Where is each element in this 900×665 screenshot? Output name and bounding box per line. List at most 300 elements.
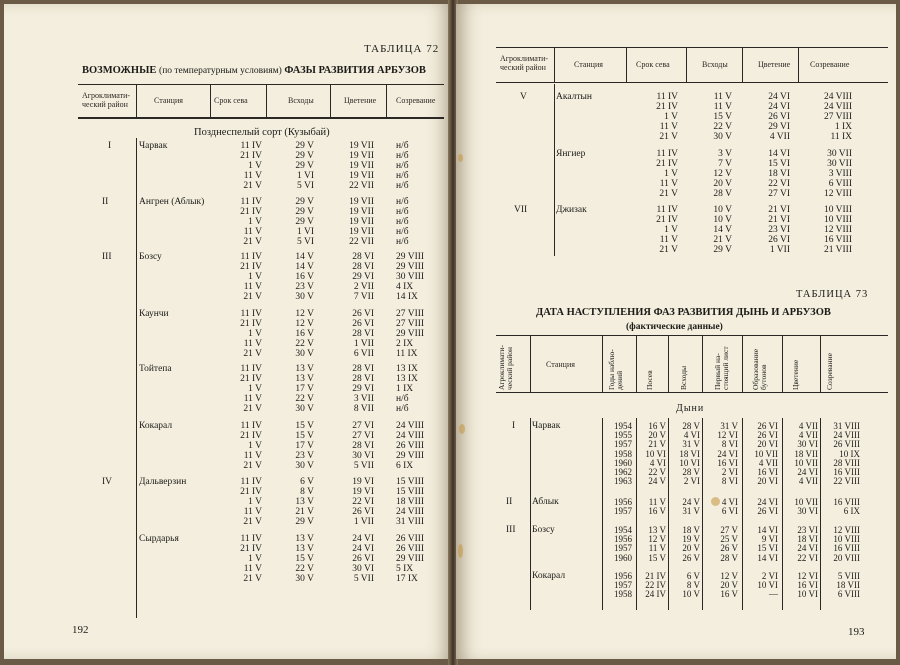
first-leaf-date: 8 VI (721, 476, 738, 487)
flowering-date: 18 VI (768, 169, 790, 179)
ripening-date: н/б (396, 161, 409, 171)
flowering-date: 24 VI (352, 544, 374, 554)
observation-year: 1960 (614, 457, 632, 468)
right-page (456, 4, 896, 659)
station-name: Чарвак (532, 421, 561, 431)
ripening-date: 24 VIII (396, 507, 425, 517)
region-label: II (102, 197, 109, 207)
header-divider (686, 47, 687, 82)
emergence-date: 12 V (713, 169, 732, 179)
header-divider (782, 335, 783, 392)
emergence-date: 29 V (713, 245, 732, 255)
budding-date: 15 VI (757, 543, 778, 554)
ripening-date: 31 VIII (833, 421, 860, 431)
emergence-date: 10 V (713, 205, 732, 215)
ripening-date: н/б (396, 217, 409, 227)
emergence-date: 8 V (686, 580, 700, 591)
emergence-date: 1 VI (297, 171, 314, 181)
sowing-date: 21 V (243, 461, 262, 471)
sowing-date: 21 IV (656, 159, 678, 169)
ripening-date: 29 VIII (396, 554, 425, 564)
sowing-date: 1 V (248, 161, 262, 171)
flowering-date: 28 VI (352, 441, 374, 451)
flowering-date: 26 VI (352, 507, 374, 517)
header-top-rule (78, 84, 444, 85)
sowing-date: 11 V (243, 564, 262, 574)
flowering-date: 22 VII (349, 237, 374, 247)
flowering-date: 27 VI (768, 189, 790, 199)
ripening-date: 29 VIII (396, 329, 425, 339)
sowing-date: 21 IV (240, 207, 262, 217)
t73-header-bottom-rule (496, 392, 888, 393)
emergence-date: 15 V (713, 112, 732, 122)
header-divider (636, 335, 637, 392)
first-leaf-date: 20 V (720, 580, 738, 591)
flowering-date: 22 VI (768, 179, 790, 189)
budding-date: — (769, 589, 778, 600)
region-label: V (520, 92, 527, 102)
sowing-date: 11 V (243, 339, 262, 349)
emergence-date: 4 VI (683, 430, 700, 441)
flowering-date: 5 VII (353, 461, 374, 471)
ripening-date: 6 VIII (837, 589, 860, 600)
sowing-date: 10 VI (645, 448, 666, 459)
ripening-date: 28 VIII (833, 457, 860, 468)
sowing-date: 21 V (243, 404, 262, 414)
station-name: Сырдарья (139, 534, 179, 544)
emergence-date: 12 V (295, 319, 314, 329)
station-name: Тойтепа (139, 364, 172, 374)
sowing-date: 11 V (243, 227, 262, 237)
flowering-date: 18 VI (797, 534, 818, 545)
emergence-date: 30 V (295, 574, 314, 584)
flowering-date: 19 VII (349, 227, 374, 237)
first-leaf-date: 4 VI (721, 497, 738, 507)
paper-stain (458, 544, 463, 558)
emergence-date: 1 VI (297, 227, 314, 237)
emergence-date: 22 V (295, 394, 314, 404)
table-73-section-label: Дыни (676, 403, 705, 414)
ripening-date: 29 VIII (396, 262, 425, 272)
flowering-date: 21 VI (768, 205, 790, 215)
flowering-date: 8 VII (353, 404, 374, 414)
first-leaf-date: 6 VI (721, 506, 738, 517)
first-leaf-date: 26 V (720, 543, 738, 554)
emergence-date: 10 V (682, 589, 700, 600)
ripening-date: 24 VIII (396, 421, 425, 431)
sowing-date: 22 V (648, 467, 666, 477)
station-name: Дальверзин (139, 477, 187, 487)
ripening-date: 18 VIII (396, 497, 425, 507)
ripening-date: 16 VIII (833, 543, 860, 554)
observation-year: 1963 (614, 476, 632, 487)
budding-date: 24 VI (757, 497, 778, 507)
flowering-date: 26 VI (768, 235, 790, 245)
flowering-date: 29 VI (352, 272, 374, 282)
budding-date: 4 VII (758, 457, 778, 468)
sowing-date: 11 V (659, 179, 678, 189)
ripening-date: 13 IX (396, 364, 418, 374)
ripening-date: 12 VIII (823, 189, 852, 199)
first-leaf-date: 16 VI (717, 457, 738, 468)
ripening-date: 3 VIII (828, 169, 852, 179)
emergence-date: 29 V (295, 217, 314, 227)
emergence-date: 21 V (713, 235, 732, 245)
sowing-date: 21 V (659, 245, 678, 255)
flowering-date: 10 VII (794, 497, 818, 507)
flowering-date: 19 VII (349, 197, 374, 207)
emergence-date: 28 V (682, 467, 700, 477)
station-name: Ангрен (Аблык) (139, 197, 205, 207)
emergence-date: 28 V (713, 189, 732, 199)
region-label: VII (514, 205, 528, 215)
ripening-date: 18 VII (836, 580, 860, 591)
emergence-date: 15 V (295, 554, 314, 564)
first-leaf-date: 16 V (720, 589, 738, 600)
left-page (4, 4, 452, 659)
flowering-date: 28 VI (352, 329, 374, 339)
table-73-number: ТАБЛИЦА 73 (796, 289, 869, 300)
ripening-date: 1 IX (396, 384, 414, 394)
budding-date: 16 VI (757, 467, 778, 477)
station-name: Бозсу (139, 252, 162, 262)
sowing-date: 16 V (648, 421, 666, 431)
column-header: Станция (546, 360, 575, 369)
ripening-date: 17 IX (396, 574, 418, 584)
observation-year: 1957 (614, 506, 632, 517)
sowing-date: 24 IV (645, 589, 666, 600)
header-divider (820, 335, 821, 392)
observation-year: 1955 (614, 430, 632, 441)
ripening-date: 27 VIII (823, 112, 852, 122)
ripening-date: 13 IX (396, 374, 418, 384)
region-label: IV (102, 477, 113, 487)
flowering-date: 19 VII (349, 151, 374, 161)
flowering-date: 1 VII (353, 517, 374, 527)
sowing-date: 1 V (664, 225, 678, 235)
column-header: Созревание (825, 353, 834, 390)
sowing-date: 22 IV (645, 580, 666, 591)
column-header: Созревание (396, 96, 436, 105)
paper-stain (711, 497, 720, 506)
flowering-date: 10 VI (797, 589, 818, 600)
sowing-date: 21 IV (240, 487, 262, 497)
emergence-date: 30 V (295, 461, 314, 471)
emergence-date: 10 V (713, 215, 732, 225)
sowing-date: 1 V (248, 554, 262, 564)
emergence-date: 17 V (295, 441, 314, 451)
sowing-date: 21 IV (240, 319, 262, 329)
sowing-date: 21 IV (645, 571, 666, 581)
ripening-date: 24 VIII (396, 431, 425, 441)
flowering-date: 14 VI (768, 149, 790, 159)
ripening-date: 30 VII (827, 159, 852, 169)
flowering-date: 26 VI (352, 309, 374, 319)
flowering-date: 6 VII (353, 349, 374, 359)
body-divider (530, 418, 531, 610)
column-header: Срок сева (214, 96, 248, 105)
ripening-date: 14 IX (396, 292, 418, 302)
column-header: Образование бутонов (751, 348, 768, 390)
ripening-date: 6 IX (843, 506, 860, 517)
ripening-date: н/б (396, 227, 409, 237)
flowering-date: 24 VI (352, 534, 374, 544)
column-header: Годы наблю- дений (607, 349, 624, 390)
header-divider (602, 335, 603, 392)
header-divider (554, 47, 555, 82)
flowering-date: 26 VI (352, 554, 374, 564)
ripening-date: 22 VIII (833, 476, 860, 487)
table-72-subtitle: Позднеспелый сорт (Кузыбай) (194, 127, 330, 138)
ripening-date: 10 VIII (823, 215, 852, 225)
sowing-date: 21 V (243, 292, 262, 302)
emergence-date: 12 V (295, 309, 314, 319)
header-bottom-rule-2 (78, 118, 444, 119)
ripening-date: н/б (396, 237, 409, 247)
header-divider (668, 335, 669, 392)
header-divider (742, 47, 743, 82)
station-name: Каунчи (139, 309, 169, 319)
first-leaf-date: 2 VI (721, 467, 738, 477)
emergence-date: 6 V (686, 571, 700, 581)
flowering-date: 23 VI (768, 225, 790, 235)
paper-stain (459, 424, 465, 434)
page-number-right: 193 (848, 626, 865, 638)
body-divider (136, 138, 137, 618)
flowering-date: 19 VI (352, 487, 374, 497)
flowering-date: 19 VII (349, 161, 374, 171)
column-header: Агроклимати- ческий район (82, 91, 131, 109)
flowering-date: 3 VII (353, 394, 374, 404)
flowering-date: 19 VII (349, 171, 374, 181)
ripening-date: 30 VIII (396, 272, 425, 282)
observation-year: 1957 (614, 439, 632, 450)
flowering-date: 22 VI (797, 552, 818, 563)
sowing-date: 21 V (648, 439, 666, 450)
ripening-date: 16 VIII (823, 235, 852, 245)
sowing-date: 21 IV (240, 544, 262, 554)
column-header: Цветение (791, 359, 800, 390)
ripening-date: 31 VIII (396, 517, 425, 527)
flowering-date: 28 VI (352, 364, 374, 374)
emergence-date: 14 V (713, 225, 732, 235)
budding-date: 10 VII (754, 448, 778, 459)
ripening-date: 29 VIII (396, 451, 425, 461)
ripening-date: 21 VIII (823, 245, 852, 255)
flowering-date: 1 VII (769, 245, 790, 255)
flowering-date: 30 VI (797, 506, 818, 517)
ripening-date: 20 VIII (833, 552, 860, 563)
sowing-date: 11 IV (240, 309, 262, 319)
sowing-date: 4 VI (649, 457, 666, 468)
emergence-date: 30 V (295, 349, 314, 359)
flowering-date: 26 VI (352, 319, 374, 329)
column-header: Агроклимати- ческий район (497, 344, 514, 390)
station-name: Аблык (532, 497, 559, 507)
sowing-date: 21 IV (240, 262, 262, 272)
ripening-date: н/б (396, 171, 409, 181)
budding-date: 14 VI (757, 525, 778, 535)
sowing-date: 21 V (243, 574, 262, 584)
observation-year: 1957 (614, 543, 632, 554)
sowing-date: 11 IV (240, 364, 262, 374)
sowing-date: 11 IV (240, 141, 262, 151)
budding-date: 14 VI (757, 552, 778, 563)
emergence-date: 8 V (300, 487, 314, 497)
emergence-date: 17 V (295, 384, 314, 394)
sowing-date: 1 V (664, 112, 678, 122)
ripening-date: н/б (396, 207, 409, 217)
column-header: Агроклимати- ческий район (500, 54, 549, 72)
observation-year: 1958 (614, 589, 632, 600)
emergence-date: 30 V (295, 292, 314, 302)
flowering-date: 23 VI (797, 525, 818, 535)
table-73-title: ДАТА НАСТУПЛЕНИЯ ФАЗ РАЗВИТИЯ ДЫНЬ И АРБУЗОВ (536, 307, 831, 318)
emergence-date: 21 V (295, 507, 314, 517)
ripening-date: 11 IX (830, 132, 852, 142)
emergence-date: 18 V (682, 525, 700, 535)
header-divider (530, 335, 531, 392)
sowing-date: 21 V (243, 517, 262, 527)
flowering-date: 4 VII (798, 430, 818, 441)
sowing-date: 11 V (648, 543, 666, 554)
header-divider (798, 47, 799, 82)
ripening-date: 12 VIII (823, 225, 852, 235)
column-header: Всходы (702, 60, 728, 69)
ripening-date: 16 VIII (833, 497, 860, 507)
emergence-date: 13 V (295, 497, 314, 507)
budding-date: 20 VI (757, 476, 778, 487)
ripening-date: 1 IX (834, 122, 852, 132)
emergence-date: 26 V (682, 552, 700, 563)
observation-year: 1954 (614, 421, 632, 431)
emergence-date: 31 V (682, 439, 700, 450)
column-header: Созревание (810, 60, 850, 69)
sowing-date: 11 IV (656, 205, 678, 215)
sowing-date: 1 V (248, 217, 262, 227)
flowering-date: 27 VI (352, 421, 374, 431)
sowing-date: 1 V (248, 441, 262, 451)
sowing-date: 1 V (248, 497, 262, 507)
ripening-date: 24 VIII (823, 102, 852, 112)
observation-year: 1956 (614, 497, 632, 507)
flowering-date: 28 VI (352, 374, 374, 384)
sowing-date: 11 IV (240, 197, 262, 207)
page-number-left: 192 (72, 624, 89, 636)
ripening-date: 10 VIII (833, 534, 860, 545)
first-leaf-date: 25 V (720, 534, 738, 545)
station-name: Чарвак (139, 141, 168, 151)
sowing-date: 21 IV (240, 374, 262, 384)
ripening-date: 26 VIII (396, 534, 425, 544)
first-leaf-date: 12 V (720, 571, 738, 581)
header-divider (266, 84, 267, 118)
observation-year: 1956 (614, 571, 632, 581)
observation-year: 1957 (614, 580, 632, 591)
emergence-date: 22 V (295, 564, 314, 574)
emergence-date: 16 V (295, 329, 314, 339)
flowering-date: 26 VI (768, 112, 790, 122)
flowering-date: 16 VI (797, 580, 818, 591)
emergence-date: 2 VI (683, 476, 700, 487)
emergence-date: 29 V (295, 161, 314, 171)
flowering-date: 7 VII (353, 292, 374, 302)
table-72-title: ВОЗМОЖНЫЕ (по температурным условиям) ФАЗЫ РАЗВИТИЯ АРБУЗОВ (82, 65, 426, 76)
emergence-date: 14 V (295, 252, 314, 262)
station-name: Янгиер (556, 149, 586, 159)
ripening-date: н/б (396, 197, 409, 207)
station-name: Кокарал (532, 571, 566, 581)
budding-date: 20 VI (757, 439, 778, 450)
station-name: Кокарал (139, 421, 173, 431)
emergence-date: 28 V (682, 421, 700, 431)
column-header: Всходы (679, 365, 688, 390)
sowing-date: 11 IV (656, 92, 678, 102)
sowing-date: 21 V (659, 189, 678, 199)
flowering-date: 19 VII (349, 217, 374, 227)
flowering-date: 12 VI (797, 571, 818, 581)
first-leaf-date: 24 VI (717, 448, 738, 459)
emergence-date: 7 V (718, 159, 732, 169)
first-leaf-date: 8 VI (721, 439, 738, 450)
sowing-date: 24 V (648, 476, 666, 487)
budding-date: 10 VI (757, 580, 778, 591)
column-header: Станция (154, 96, 183, 105)
sowing-date: 11 V (648, 497, 666, 507)
header-divider (386, 84, 387, 118)
ripening-date: 5 VIII (837, 571, 860, 581)
flowering-date: 29 VI (352, 384, 374, 394)
budding-date: 2 VI (761, 571, 778, 581)
ripening-date: 27 VIII (396, 309, 425, 319)
first-leaf-date: 12 VI (717, 430, 738, 441)
sowing-date: 21 V (243, 181, 262, 191)
emergence-date: 3 V (718, 149, 732, 159)
emergence-date: 5 VI (297, 181, 314, 191)
region-label: I (512, 421, 516, 431)
header-divider (210, 84, 211, 118)
sowing-date: 1 V (248, 384, 262, 394)
flowering-date: 22 VII (349, 181, 374, 191)
header-divider (330, 84, 331, 118)
ripening-date: 29 VIII (396, 252, 425, 262)
flowering-date: 24 VI (768, 92, 790, 102)
flowering-date: 28 VI (352, 252, 374, 262)
flowering-date: 5 VII (353, 574, 374, 584)
cont-header-bottom-rule (496, 82, 888, 83)
flowering-date: 4 VII (798, 476, 818, 487)
ripening-date: 24 VIII (833, 430, 860, 441)
sowing-date: 21 IV (656, 102, 678, 112)
flowering-date: 15 VI (768, 159, 790, 169)
t73-header-top-rule (496, 335, 888, 336)
emergence-date: 11 V (713, 92, 732, 102)
flowering-date: 18 VII (794, 448, 818, 459)
flowering-date: 24 VI (797, 543, 818, 554)
emergence-date: 11 V (713, 102, 732, 112)
sowing-date: 21 IV (240, 431, 262, 441)
emergence-date: 10 VI (679, 457, 700, 468)
observation-year: 1962 (614, 467, 632, 477)
ripening-date: 12 VIII (833, 525, 860, 535)
flowering-date: 1 VII (353, 339, 374, 349)
column-header: Всходы (288, 96, 314, 105)
sowing-date: 21 IV (240, 151, 262, 161)
region-label: I (108, 141, 112, 151)
sowing-date: 11 V (243, 282, 262, 292)
ripening-date: 15 VIII (396, 477, 425, 487)
body-divider (554, 84, 555, 256)
